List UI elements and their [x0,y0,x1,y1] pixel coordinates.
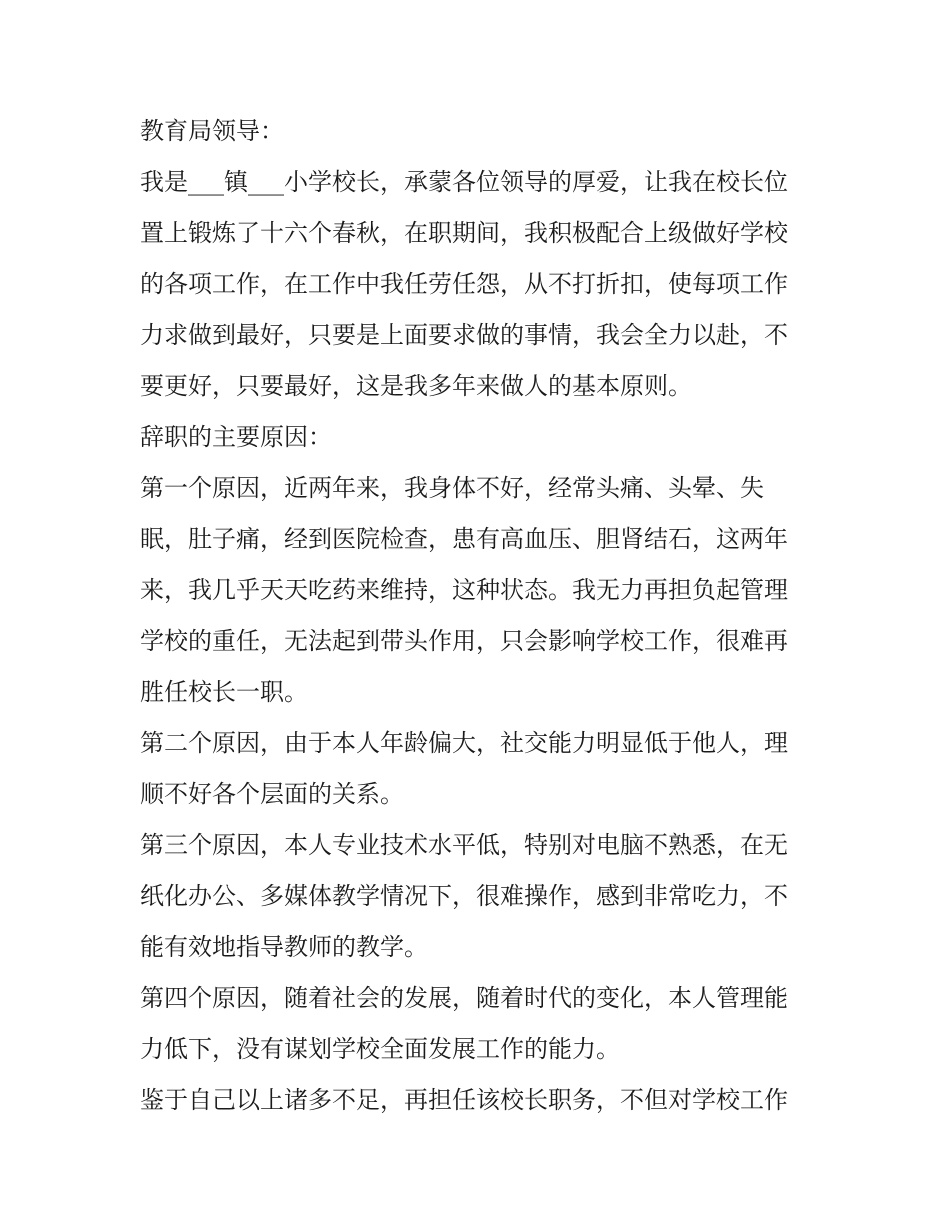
salutation-line: 教育局领导： [140,117,284,145]
text-line: 第四个原因，随着社会的发展，随着时代的变化，本人管理能 [140,984,788,1012]
text-line: 第二个原因，由于本人年龄偏大，社交能力明显低于他人，理 [140,729,788,757]
text-line: 第一个原因，近两年来，我身体不好，经常头痛、头晕、失 [140,474,764,502]
text-line: 顺不好各个层面的关系。 [140,780,404,808]
text-line: 胜任校长一职。 [140,678,308,706]
text-line: 置上锻炼了十六个春秋，在职期间，我积极配合上级做好学校 [140,219,788,247]
text-line: 的各项工作，在工作中我任劳任怨，从不打折扣，使每项工作 [140,270,788,298]
text-line: 第三个原因，本人专业技术水平低，特别对电脑不熟悉，在无 [140,831,788,859]
text-line: 我是___镇___小学校长，承蒙各位领导的厚爱，让我在校长位 [140,168,788,196]
document-body [140,106,812,1126]
section-heading: 辞职的主要原因： [140,423,332,451]
text-line: 力低下，没有谋划学校全面发展工作的能力。 [140,1035,620,1063]
text-line: 纸化办公、多媒体教学情况下，很难操作，感到非常吃力，不 [140,882,788,910]
text-line: 学校的重任，无法起到带头作用，只会影响学校工作，很难再 [140,627,788,655]
text-line: 鉴于自己以上诸多不足，再担任该校长职务，不但对学校工作 [140,1086,788,1114]
text-line: 来，我几乎天天吃药来维持，这种状态。我无力再担负起管理 [140,576,788,604]
text-line: 眠，肚子痛，经到医院检查，患有高血压、胆肾结石，这两年 [140,525,788,553]
text-line: 能有效地指导教师的教学。 [140,933,428,961]
text-line: 要更好，只要最好，这是我多年来做人的基本原则。 [140,372,692,400]
text-line: 力求做到最好，只要是上面要求做的事情，我会全力以赴，不 [140,321,788,349]
